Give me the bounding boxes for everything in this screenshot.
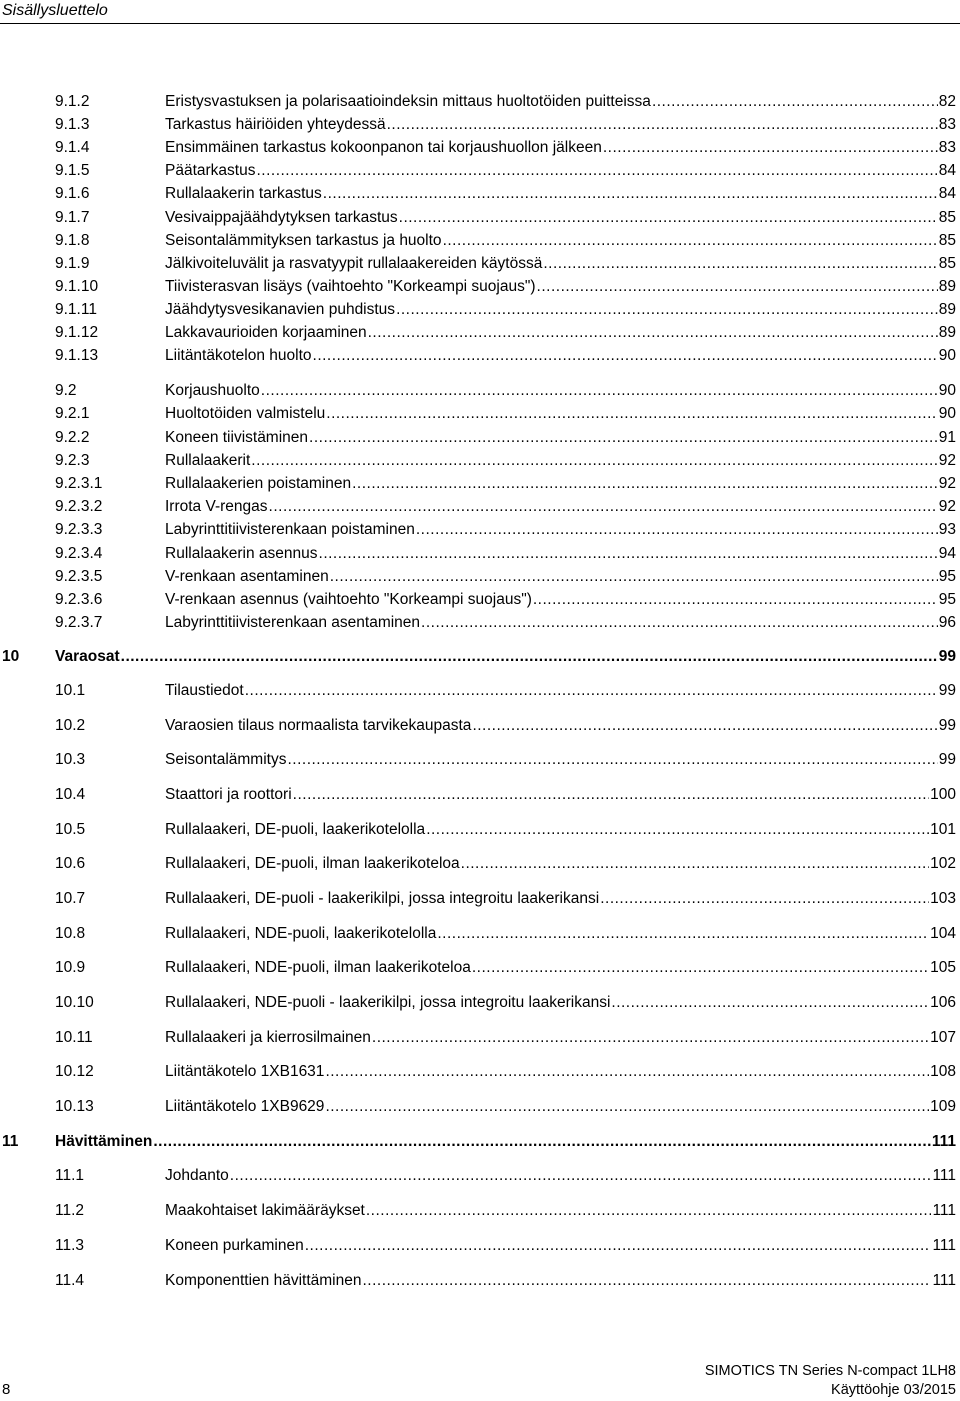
toc-entry-number: 10.6 xyxy=(55,855,86,872)
toc-leader-dots xyxy=(603,138,938,158)
toc-entry[interactable] xyxy=(0,1132,960,1152)
toc-entry-number: 9.2.3.4 xyxy=(55,545,103,562)
toc-entry-title[interactable]: Tarkastus häiriöiden yhteydessä xyxy=(165,116,386,133)
toc-leader-dots xyxy=(387,115,938,135)
toc-entry-page[interactable]: 104 xyxy=(930,925,956,942)
toc-entry-number: 10.8 xyxy=(55,925,86,942)
toc-entry[interactable] xyxy=(0,520,960,540)
toc-entry-number: 9.1.5 xyxy=(55,162,90,179)
toc-leader-dots xyxy=(421,613,938,633)
toc-leader-dots xyxy=(330,567,938,587)
toc-entry-page[interactable]: 85 xyxy=(938,255,956,272)
toc-entry[interactable] xyxy=(0,750,960,770)
footer-info xyxy=(705,1362,956,1400)
toc-leader-dots xyxy=(426,820,929,840)
page-number: 8 xyxy=(2,1381,11,1398)
toc-entry[interactable] xyxy=(0,1028,960,1048)
toc-leader-dots xyxy=(443,231,938,251)
toc-entry-page[interactable]: 84 xyxy=(938,185,956,202)
toc-entry-number: 11.4 xyxy=(55,1272,85,1289)
toc-leader-dots xyxy=(352,474,938,494)
toc-entry-number: 9.2.3.7 xyxy=(55,614,103,631)
footer-doc: Käyttöohje 03/2015 xyxy=(831,1382,956,1398)
toc-leader-dots xyxy=(325,1062,929,1082)
toc-entry-number: 10.3 xyxy=(55,751,86,768)
toc-entry[interactable] xyxy=(0,300,960,320)
toc-entry-title[interactable]: Liitäntäkotelon huolto xyxy=(165,347,312,364)
toc-entry-number: 9.2.3.1 xyxy=(55,475,103,492)
toc-entry-number: 10.4 xyxy=(55,786,86,803)
toc-entry-page[interactable]: 91 xyxy=(938,429,956,446)
toc-entry-title[interactable]: Liitäntäkotelo 1XB9629 xyxy=(165,1098,325,1115)
toc-entry-page[interactable]: 83 xyxy=(938,116,956,133)
toc-entry-number: 10.7 xyxy=(55,890,86,907)
toc-entry[interactable] xyxy=(0,92,960,112)
toc-entry[interactable] xyxy=(0,681,960,701)
toc-leader-dots xyxy=(269,497,938,517)
toc-entry-title[interactable]: Rullalaakerin asennus xyxy=(165,545,318,562)
toc-leader-dots xyxy=(230,1166,932,1186)
toc-leader-dots xyxy=(416,520,938,540)
toc-entry-page[interactable]: 84 xyxy=(938,162,956,179)
toc-leader-dots xyxy=(368,323,938,343)
toc-entry-number: 9.1.4 xyxy=(55,139,90,156)
toc-leader-dots xyxy=(600,889,929,909)
toc-entry-number: 9.2.3.3 xyxy=(55,521,103,538)
toc-entry[interactable] xyxy=(0,785,960,805)
toc-entry[interactable] xyxy=(0,958,960,978)
toc-leader-dots xyxy=(399,208,938,228)
toc-leader-dots xyxy=(533,590,938,610)
toc-entry[interactable] xyxy=(0,138,960,158)
toc-entry-title[interactable]: V-renkaan asentaminen xyxy=(165,568,329,585)
toc-leader-dots xyxy=(366,1201,932,1221)
toc-entry-page[interactable]: 92 xyxy=(938,498,956,515)
toc-entry-title[interactable]: Rullalaakerien poistaminen xyxy=(165,475,352,492)
toc-entry-number: 9.2 xyxy=(55,382,77,399)
toc-entry-title[interactable]: Huoltotöiden valmistelu xyxy=(165,405,326,422)
toc-entry-page[interactable]: 96 xyxy=(938,614,956,631)
toc-entry-page[interactable]: 111 xyxy=(932,1272,956,1289)
toc-entry-page[interactable]: 99 xyxy=(938,751,956,768)
toc-entry-title[interactable]: Johdanto xyxy=(165,1167,229,1184)
toc-entry-title[interactable]: Rullalaakeri, NDE-puoli, ilman laakerikoteloa xyxy=(165,959,471,976)
toc-entry-title[interactable]: Korjaushuolto xyxy=(165,382,260,399)
toc-leader-dots xyxy=(245,681,938,701)
toc-entry-title[interactable]: Eristysvastuksen ja polarisaatioindeksin mittaus huoltotöiden puitteissa xyxy=(165,93,651,110)
toc-entry-page[interactable]: 92 xyxy=(938,475,956,492)
toc-entry-page[interactable]: 107 xyxy=(930,1029,956,1046)
toc-entry-title[interactable]: Koneen tiivistäminen xyxy=(165,429,309,446)
toc-entry[interactable] xyxy=(0,613,960,633)
toc-entry-title[interactable]: Ensimmäinen tarkastus kokoonpanon tai korjaushuollon jälkeen xyxy=(165,139,602,156)
toc-entry-title[interactable]: Vesivaippajäähdytyksen tarkastus xyxy=(165,209,398,226)
toc-entry[interactable] xyxy=(0,647,960,667)
toc-entry-number: 10.10 xyxy=(55,994,94,1011)
toc-entry-title[interactable]: Rullalaakeri ja kierrosilmainen xyxy=(165,1029,371,1046)
toc-entry-number: 9.1.13 xyxy=(55,347,99,364)
toc-entry-number: 9.2.3.2 xyxy=(55,498,103,515)
toc-leader-dots xyxy=(326,404,937,424)
toc-entry-title[interactable]: Jäähdytysvesikanavien puhdistus xyxy=(165,301,396,318)
toc-leader-dots xyxy=(319,544,938,564)
toc-entry-page[interactable]: 108 xyxy=(930,1063,956,1080)
toc-entry[interactable] xyxy=(0,428,960,448)
toc-leader-dots xyxy=(537,277,938,297)
toc-entry[interactable] xyxy=(0,820,960,840)
toc-leader-dots xyxy=(323,184,938,204)
toc-entry-number: 10 xyxy=(2,648,20,665)
toc-entry[interactable] xyxy=(0,889,960,909)
toc-entry[interactable] xyxy=(0,1166,960,1186)
toc-entry-number: 9.1.11 xyxy=(55,301,97,318)
toc-entry-title[interactable]: Rullalaakeri, DE-puoli, laakerikotelolla xyxy=(165,821,426,838)
toc-entry[interactable] xyxy=(0,993,960,1013)
toc-entry-page[interactable]: 82 xyxy=(938,93,956,110)
toc-entry-page[interactable]: 109 xyxy=(930,1098,956,1115)
toc-entry[interactable] xyxy=(0,115,960,135)
toc-entry-number: 9.1.6 xyxy=(55,185,90,202)
toc-entry-title[interactable]: Staattori ja roottori xyxy=(165,786,292,803)
toc-entry[interactable] xyxy=(0,924,960,944)
toc-leader-dots xyxy=(261,381,938,401)
toc-leader-dots xyxy=(461,854,929,874)
toc-entry-title[interactable]: Rullalaakerit xyxy=(165,452,251,469)
toc-entry-title[interactable]: Seisontalämmitys xyxy=(165,751,287,768)
toc-entry-page[interactable]: 99 xyxy=(938,648,956,665)
toc-leader-dots xyxy=(309,428,938,448)
toc-entry-number: 9.2.3.6 xyxy=(55,591,103,608)
toc-entry-number: 9.1.7 xyxy=(55,209,90,226)
toc-entry[interactable] xyxy=(0,277,960,297)
toc-entry-page[interactable]: 89 xyxy=(938,324,956,341)
toc-entry-page[interactable]: 83 xyxy=(938,139,956,156)
toc-leader-dots xyxy=(313,346,938,366)
toc-entry-number: 11 xyxy=(2,1133,19,1150)
toc-entry-number: 9.2.3 xyxy=(55,452,90,469)
toc-entry[interactable] xyxy=(0,474,960,494)
toc-entry-page[interactable]: 95 xyxy=(938,591,956,608)
toc-entry-page[interactable]: 93 xyxy=(938,521,956,538)
toc-entry-page[interactable]: 99 xyxy=(938,717,956,734)
toc-entry-title[interactable]: Rullalaakeri, DE-puoli - laakerikilpi, jossa integroitu laakerikansi xyxy=(165,890,600,907)
toc-entry-title[interactable]: Liitäntäkotelo 1XB1631 xyxy=(165,1063,325,1080)
footer-product: SIMOTICS TN Series N-compact 1LH8 xyxy=(704,1363,956,1379)
toc-leader-dots xyxy=(472,958,929,978)
toc-leader-dots xyxy=(325,1097,929,1117)
toc-leader-dots xyxy=(543,254,937,274)
toc-entry-number: 9.1.12 xyxy=(55,324,99,341)
toc-entry[interactable] xyxy=(0,161,960,181)
toc-entry[interactable] xyxy=(0,497,960,517)
toc-entry-title[interactable]: Rullalaakeri, DE-puoli, ilman laakerikoteloa xyxy=(165,855,460,872)
toc-entry-number: 11.2 xyxy=(55,1202,85,1219)
toc-entry[interactable] xyxy=(0,1236,960,1256)
toc-leader-dots xyxy=(372,1028,929,1048)
toc-leader-dots xyxy=(256,161,937,181)
toc-entry-title[interactable]: Labyrinttitiivisterenkaan poistaminen xyxy=(165,521,415,538)
toc-leader-dots xyxy=(287,750,937,770)
toc-entry-page[interactable]: 90 xyxy=(938,382,956,399)
toc-leader-dots xyxy=(472,716,937,736)
toc-entry-number: 10.5 xyxy=(55,821,86,838)
toc-entry-number: 10.12 xyxy=(55,1063,94,1080)
toc-entry[interactable] xyxy=(0,1062,960,1082)
toc-entry-title[interactable]: Maakohtaiset lakimääräykset xyxy=(165,1202,365,1219)
toc-entry-number: 11.3 xyxy=(55,1237,85,1254)
toc-entry[interactable] xyxy=(0,1201,960,1221)
toc-entry-title[interactable]: Rullalaakeri, NDE-puoli, laakerikotelolla xyxy=(165,925,437,942)
toc-entry[interactable] xyxy=(0,544,960,564)
toc-entry[interactable] xyxy=(0,254,960,274)
toc-entry[interactable] xyxy=(0,184,960,204)
toc-entry[interactable] xyxy=(0,567,960,587)
toc-entry-page[interactable]: 111 xyxy=(931,1133,956,1150)
toc-entry-page[interactable]: 101 xyxy=(930,821,956,838)
toc-entry-title[interactable]: Päätarkastus xyxy=(165,162,256,179)
toc-entry-page[interactable]: 99 xyxy=(938,682,956,699)
toc-entry[interactable] xyxy=(0,451,960,471)
toc-entry-number: 10.2 xyxy=(55,717,86,734)
toc-entry-title[interactable]: Varaosat xyxy=(55,648,120,665)
toc-leader-dots xyxy=(611,993,929,1013)
toc-entry[interactable] xyxy=(0,716,960,736)
toc-entry-page[interactable]: 90 xyxy=(938,405,956,422)
toc-leader-dots xyxy=(652,92,938,112)
toc-leader-dots xyxy=(121,647,938,667)
toc-entry[interactable] xyxy=(0,231,960,251)
toc-entry-page[interactable]: 103 xyxy=(930,890,956,907)
toc-leader-dots xyxy=(362,1271,931,1291)
toc-entry-number: 9.1.9 xyxy=(55,255,90,272)
toc-entry-page[interactable]: 102 xyxy=(930,855,956,872)
toc-leader-dots xyxy=(293,785,929,805)
toc-entry-number: 9.2.2 xyxy=(55,429,90,446)
toc-entry-number: 10.13 xyxy=(55,1098,94,1115)
toc-entry-page[interactable]: 89 xyxy=(938,278,956,295)
toc-entry[interactable] xyxy=(0,854,960,874)
page-header xyxy=(0,0,960,24)
toc-entry-title[interactable]: Labyrinttitiivisterenkaan asentaminen xyxy=(165,614,421,631)
toc-entry-page[interactable]: 85 xyxy=(938,232,956,249)
toc-entry-number: 9.2.1 xyxy=(55,405,90,422)
toc-entry[interactable] xyxy=(0,1271,960,1291)
toc-entry-page[interactable]: 85 xyxy=(938,209,956,226)
toc-leader-dots xyxy=(153,1132,931,1152)
toc-entry-title[interactable]: Irrota V-rengas xyxy=(165,498,268,515)
toc-entry-number: 9.1.3 xyxy=(55,116,90,133)
toc-entry-page[interactable]: 94 xyxy=(938,545,956,562)
toc-entry-page[interactable]: 106 xyxy=(930,994,956,1011)
toc-entry-title[interactable]: Hävittäminen xyxy=(55,1133,153,1150)
toc-entry-title[interactable]: V-renkaan asennus (vaihtoehto "Korkeampi suojaus") xyxy=(165,591,532,608)
toc-entry-page[interactable]: 111 xyxy=(932,1202,956,1219)
toc-entry-title[interactable]: Lakkavaurioiden korjaaminen xyxy=(165,324,367,341)
toc-entry-title[interactable]: Tiivisterasvan lisäys (vaihtoehto "Korkeampi suojaus") xyxy=(165,278,536,295)
toc-entry-page[interactable]: 89 xyxy=(938,301,956,318)
toc-entry-page[interactable]: 111 xyxy=(932,1237,956,1254)
toc-entry-page[interactable]: 111 xyxy=(932,1167,956,1184)
toc-entry[interactable] xyxy=(0,404,960,424)
toc-entry-number: 10.1 xyxy=(55,682,86,699)
toc-entry[interactable] xyxy=(0,208,960,228)
toc-entry-number: 9.2.3.5 xyxy=(55,568,103,585)
toc-entry-page[interactable]: 95 xyxy=(938,568,956,585)
toc-entry-title[interactable]: Rullalaakerin tarkastus xyxy=(165,185,322,202)
toc-entry-title[interactable]: Rullalaakeri, NDE-puoli - laakerikilpi, jossa integroitu laakerikansi xyxy=(165,994,611,1011)
toc-entry[interactable] xyxy=(0,346,960,366)
toc-entry-number: 9.1.10 xyxy=(55,278,99,295)
header-title: Sisällysluettelo xyxy=(2,2,108,19)
toc-entry-page[interactable]: 100 xyxy=(930,786,956,803)
toc-entry-title[interactable]: Jälkivoiteluvälit ja rasvatyypit rullalaakereiden käytössä xyxy=(165,255,543,272)
toc-entry-number: 10.9 xyxy=(55,959,86,976)
toc-leader-dots xyxy=(396,300,938,320)
toc-entry-number: 9.1.8 xyxy=(55,232,90,249)
toc-entry-title[interactable]: Tilaustiedot xyxy=(165,682,244,699)
toc-entry[interactable] xyxy=(0,590,960,610)
toc-entry[interactable] xyxy=(0,323,960,343)
toc-leader-dots xyxy=(437,924,929,944)
toc-entry-page[interactable]: 92 xyxy=(938,452,956,469)
toc-leader-dots xyxy=(251,451,937,471)
toc-entry-number: 11.1 xyxy=(55,1167,85,1184)
toc-entry-title[interactable]: Komponenttien hävittäminen xyxy=(165,1272,362,1289)
toc-entry-number: 9.1.2 xyxy=(55,93,90,110)
toc-entry-page[interactable]: 90 xyxy=(938,347,956,364)
toc-entry-page[interactable]: 105 xyxy=(930,959,956,976)
toc-leader-dots xyxy=(305,1236,932,1256)
toc-entry-title[interactable]: Seisontalämmityksen tarkastus ja huolto xyxy=(165,232,442,249)
toc-entry[interactable] xyxy=(0,1097,960,1117)
toc-entry-title[interactable]: Koneen purkaminen xyxy=(165,1237,304,1254)
toc-entry[interactable] xyxy=(0,381,960,401)
toc-entry-title[interactable]: Varaosien tilaus normaalista tarvikekaupasta xyxy=(165,717,472,734)
toc-entry-number: 10.11 xyxy=(55,1029,93,1046)
